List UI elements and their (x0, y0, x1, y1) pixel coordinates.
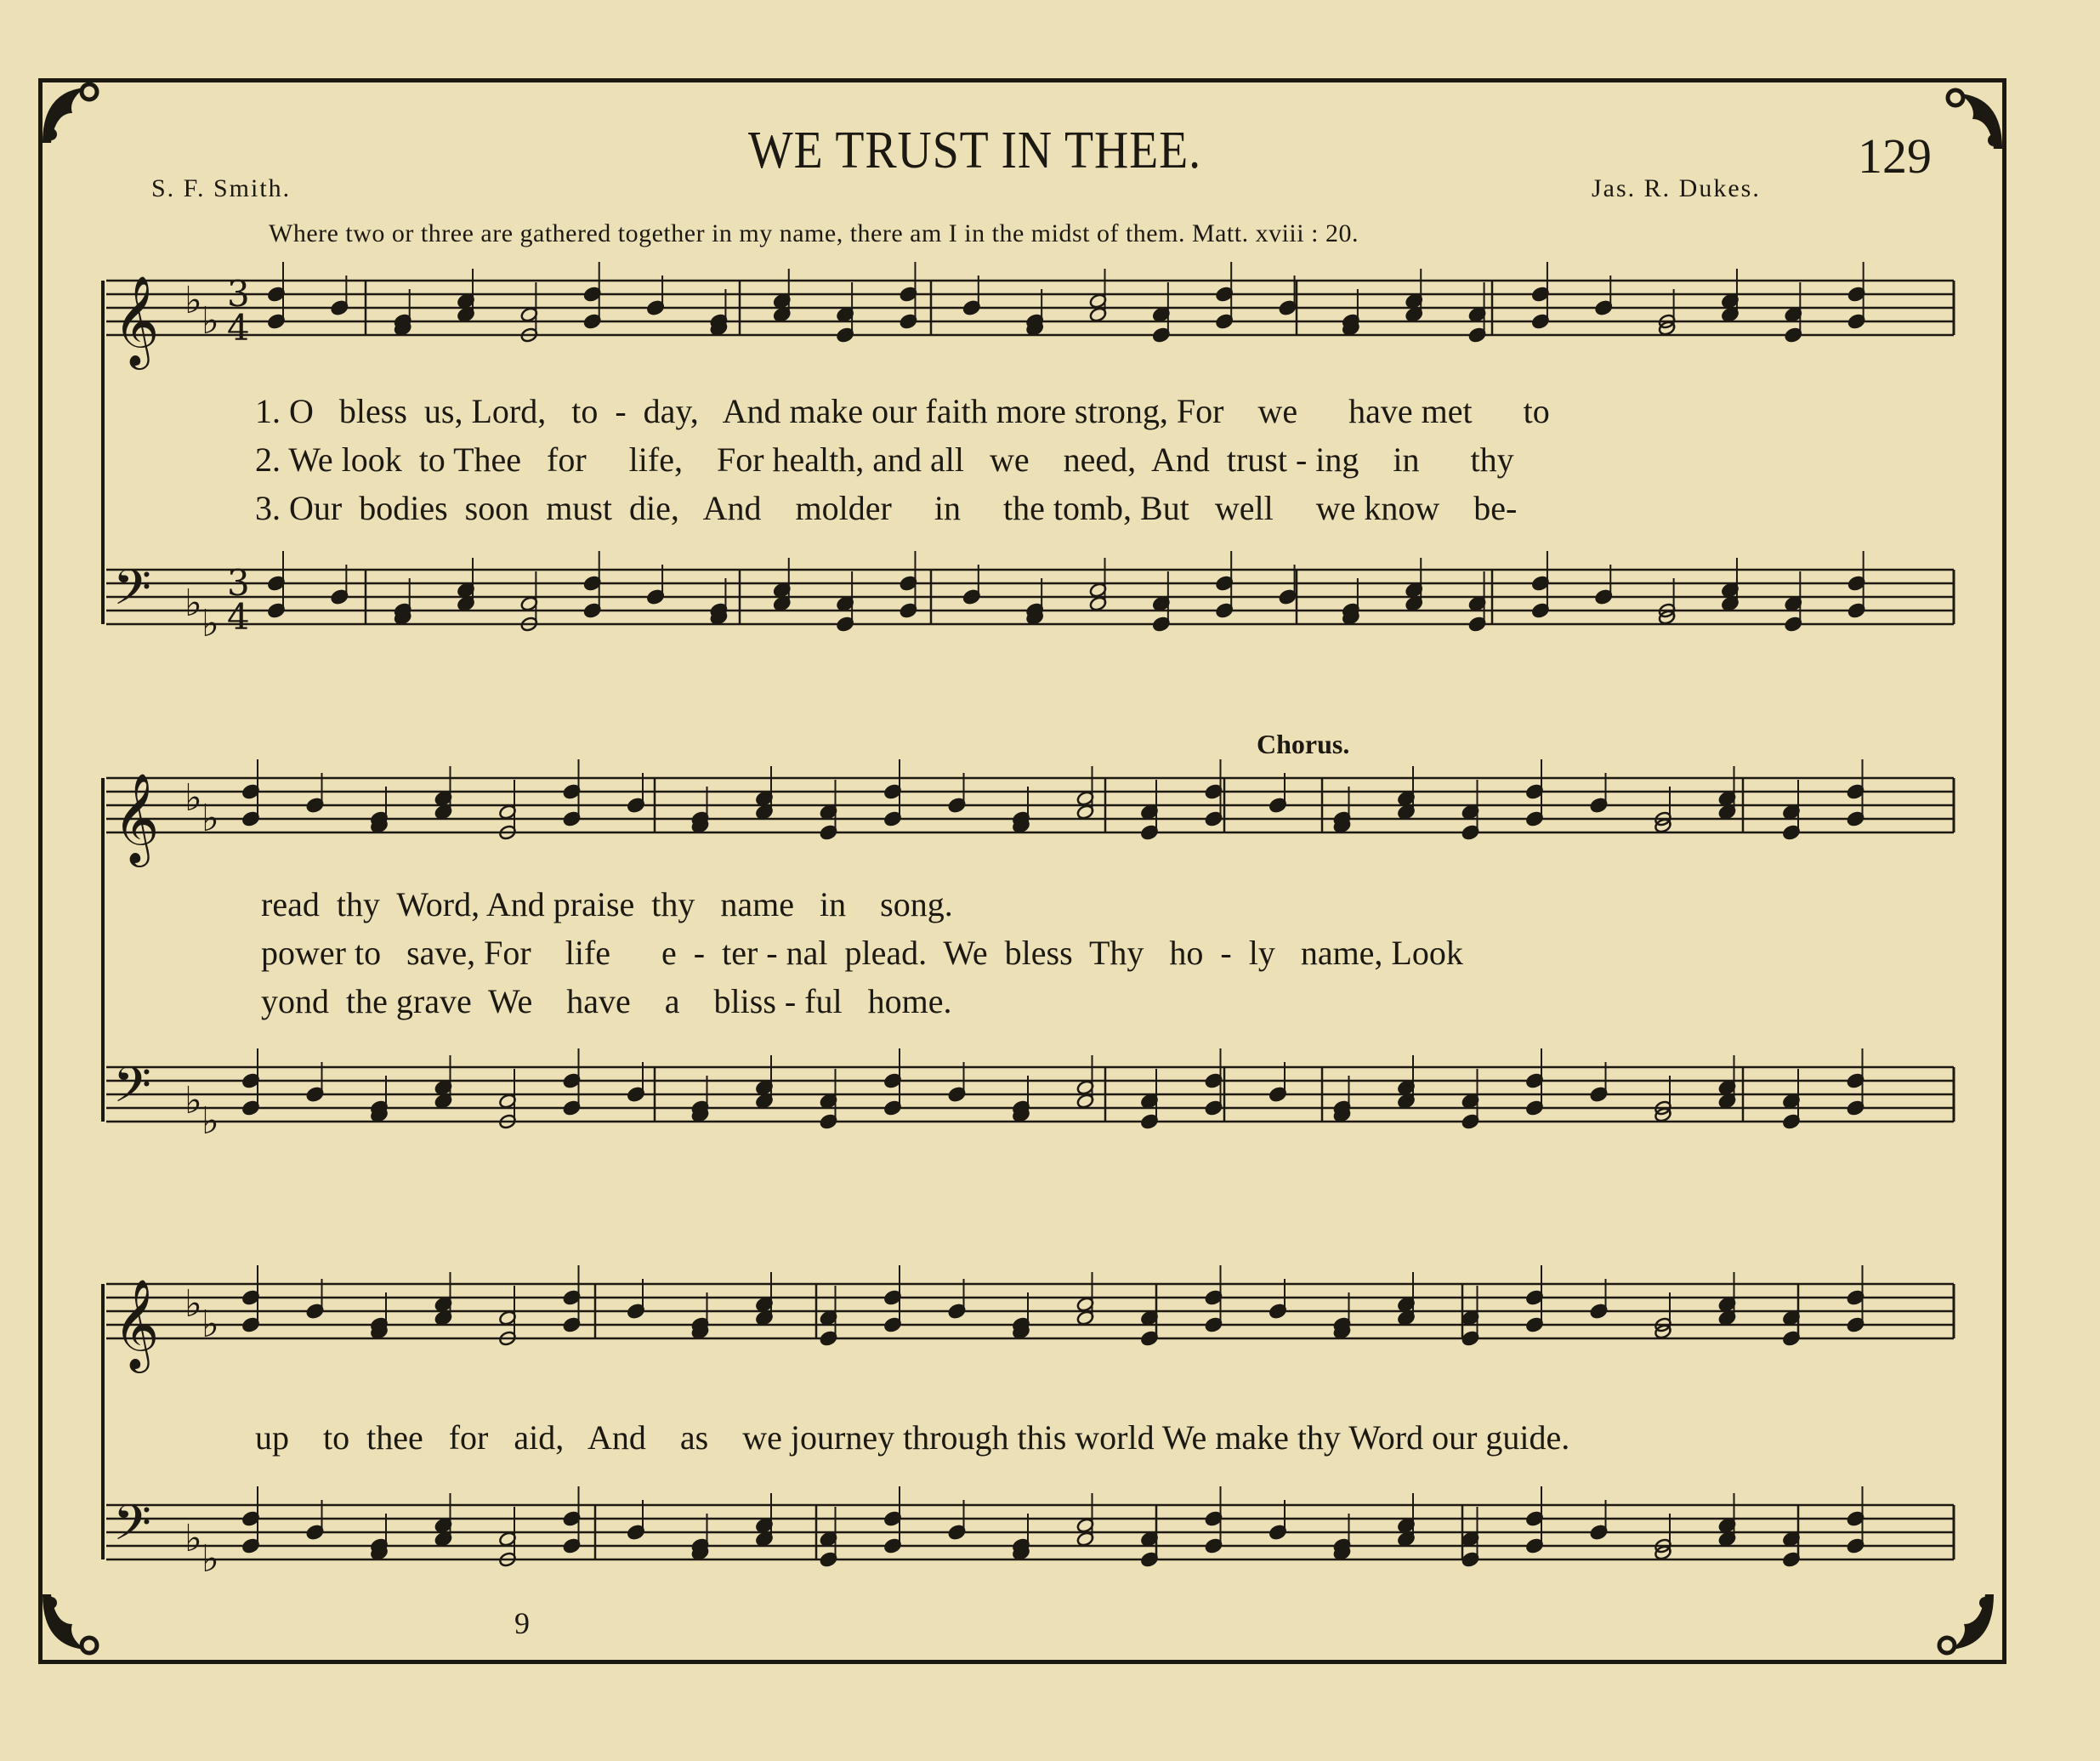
flat-icon: ♭ (201, 1099, 219, 1143)
flat-icon: ♭ (201, 602, 219, 645)
flat-icon: ♭ (184, 776, 202, 820)
flat-icon: ♭ (201, 1303, 219, 1346)
lyric-line-verse1: up to thee for aid, And as we journey through this world We make thy Word our guide. (255, 1418, 1570, 1457)
flat-icon: ♭ (184, 1517, 202, 1560)
lyric-line-verse3: 3. Our bodies soon must die, And molder in the tomb, But well we know be- (255, 489, 1518, 527)
flat-icon: ♭ (201, 299, 219, 343)
lyric-line-verse3: yond the grave We have a bliss - ful home. (261, 982, 952, 1020)
scripture-epigraph: Where two or three are gathered together in my name, there am I in the midst of them. Matt. xviii : 20. (269, 219, 1359, 247)
treble-clef-icon: 𝄞 (113, 772, 160, 863)
flat-icon: ♭ (201, 1537, 219, 1581)
page-number: 129 (1858, 128, 1932, 184)
treble-clef-icon: 𝄞 (113, 1278, 160, 1369)
flat-icon: ♭ (201, 797, 219, 840)
bass-clef-icon: 𝄢 (113, 1056, 152, 1126)
time-signature: 4 (227, 307, 250, 349)
time-signature: 3 (227, 562, 250, 604)
lyric-line-verse1: read thy Word, And praise thy name in song. (261, 885, 953, 923)
composer-credit: Jas. R. Dukes. (1592, 174, 1761, 202)
treble-clef-icon: 𝄞 (113, 275, 160, 366)
lyric-line-verse2: 2. We look to Thee for life, For health, and all we need, And trust - ing in thy (255, 440, 1514, 479)
lyric-line-verse2: power to save, For life e - ter - nal plead. We bless Thy ho - ly name, Look (261, 934, 1463, 972)
flat-icon: ♭ (184, 279, 202, 322)
footer-number: 9 (514, 1606, 530, 1640)
lyric-line-verse1: 1. O bless us, Lord, to - day, And make our faith more strong, For we have met to (255, 392, 1550, 430)
time-signature: 3 (227, 273, 250, 315)
bass-clef-icon: 𝄢 (113, 559, 152, 628)
hymn-title: WE TRUST IN THEE. (748, 122, 1201, 179)
bass-clef-icon: 𝄢 (113, 1494, 152, 1564)
flat-icon: ♭ (184, 1282, 202, 1326)
time-signature: 4 (227, 596, 250, 638)
flat-icon: ♭ (184, 1079, 202, 1122)
chorus-label: Chorus. (1257, 729, 1350, 759)
lyricist-credit: S. F. Smith. (151, 174, 292, 202)
flat-icon: ♭ (184, 582, 202, 625)
